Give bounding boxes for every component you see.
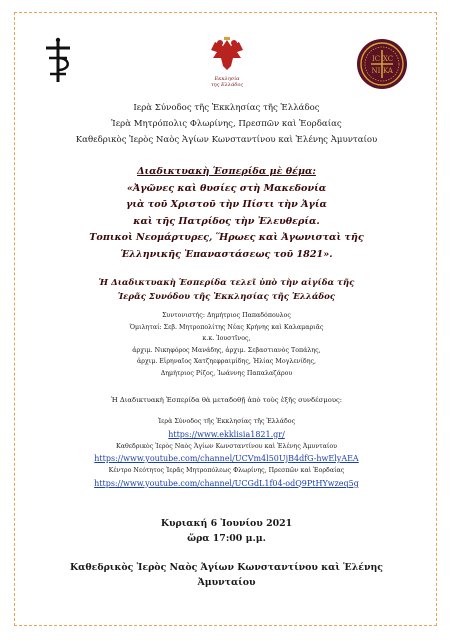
organizer-line: Καθεδρικὸς Ἱερὸς Ναὸς Ἁγίων Κωνσταντίνου καὶ Ἑλένης Ἀμυνταίου (75, 135, 378, 145)
coordinator: Συντονιστής: Δημήτριος Παπαδόπουλος (162, 312, 291, 319)
venue-line: Καθεδρικὸς Ἱερὸς Ναὸς Ἁγίων Κωνσταντίνου καὶ Ἑλένης (70, 562, 383, 573)
title-line: Ἑλληνικῆς Ἐπαναστάσεως τοῦ 1821». (120, 248, 333, 260)
organizers-block (20, 100, 433, 148)
speakers-line: Ὁμιληταί: Σεβ. Μητροπολίτης Νέας Κρήνης καὶ Καλαμαριᾶς (129, 323, 324, 331)
link-ekklisia1821[interactable]: https://www.ekklisia1821.gr/ (168, 429, 285, 439)
chi-rho-cross-icon (36, 36, 80, 86)
event-date: Κυριακή 6 Ἰουνίου 2021 (160, 518, 293, 529)
logo-text-line: Εκκλησία (214, 76, 240, 82)
svg-text:XC: XC (382, 55, 394, 63)
speakers-line: Δημήτριος Ρίζος, Ἰωάννης Παπαλαζάρου (160, 369, 293, 377)
event-title (20, 164, 433, 263)
speakers-line: ἀρχιμ. Νικηφόρος Μανάδης, ἀρχιμ. Σεβαστιανὸς Τοπάλης, (132, 346, 321, 354)
logo-text-line: της Ελλάδος (210, 82, 244, 88)
title-line: Τοπικοὶ Νεομάρτυρες, Ἥρωες καὶ Ἀγωνισταὶ τῆς (89, 232, 364, 243)
organizer-line: Ἱερὰ Μητρόπολις Φλωρίνης, Πρεσπῶν καὶ Ἐορδαίας (111, 119, 342, 129)
event-datetime (20, 516, 433, 546)
ic-xc-seal-icon (356, 38, 408, 90)
title-line: γιὰ τοῦ Χριστοῦ τὴν Πίστι τὴν Ἁγία (126, 199, 327, 210)
title-line: Διαδικτυακὴ Ἑσπερίδα μὲ θέμα: (137, 166, 316, 177)
double-headed-eagle-icon (207, 36, 247, 72)
auspices (20, 276, 433, 304)
venue-line: Ἀμυνταίου (197, 577, 256, 588)
organizer-line: Ιερὰ Σύνοδος τῆς Ἐκκλησίας τῆς Ἑλλάδος (133, 103, 320, 113)
title-line: «Ἀγῶνες καὶ θυσίες στὴ Μακεδονία (126, 182, 327, 194)
participants (20, 310, 433, 379)
broadcast-intro (20, 395, 433, 407)
auspices-line: Ἡ Διαδικτυακὴ Ἑσπερίδα τελεῖ ὑπὸ τὴν αἰγίδα τῆς (98, 278, 355, 288)
broadcast-links (20, 416, 433, 490)
link-label: Καθεδρικὸς Ἱερὸς Ναὸς Ἁγίων Κωνσταντίνου καὶ Ἑλένης Ἀμυνταίου (116, 442, 337, 450)
auspices-line: Ἱερᾶς Συνόδου τῆς Ἐκκλησίας τῆς Ἑλλάδος (117, 292, 336, 302)
svg-text:IC: IC (371, 55, 381, 63)
broadcast-intro-text: Ἡ Διαδικτυακὴ Ἑσπερίδα θὰ μεταδοθῇ ἀπὸ τοὺς ἑξῆς συνδέσμους: (110, 396, 343, 404)
link-label: Κέντρο Νεότητος Ἱερᾶς Μητροπόλεως Φλωρίνης, Πρεσπῶν καὶ Ἐορδαίας (108, 467, 345, 474)
link-youtube-cathedral[interactable]: https://www.youtube.com/channel/UCVm4l50UjB4dfG-hwElyAEA (94, 454, 359, 463)
svg-text:KA: KA (382, 67, 394, 75)
event-venue (20, 560, 433, 590)
event-time: ὥρα 17:00 μ.μ. (187, 533, 266, 544)
speakers-line: ἀρχιμ. Εἰρηναῖος Χατζηεφραιμίδης, Ἠλίας Μογλενίδης, (136, 358, 317, 365)
link-label: Ἱερὰ Σύνοδος τῆς Ἐκκλησίας τῆς Ἑλλάδος (157, 418, 296, 425)
speakers-line: κ.κ. Ἰουστῖνος, (202, 335, 251, 342)
title-line: καὶ τῆς Πατρίδος τὴν Ἐλευθερία. (133, 215, 320, 227)
link-youtube-youth-center[interactable]: https://www.youtube.com/channel/UCGdL1f04-odQ9PtHYwzeq5g (94, 478, 359, 488)
church-of-greece-logo (202, 36, 252, 94)
svg-text:NI: NI (371, 67, 381, 75)
